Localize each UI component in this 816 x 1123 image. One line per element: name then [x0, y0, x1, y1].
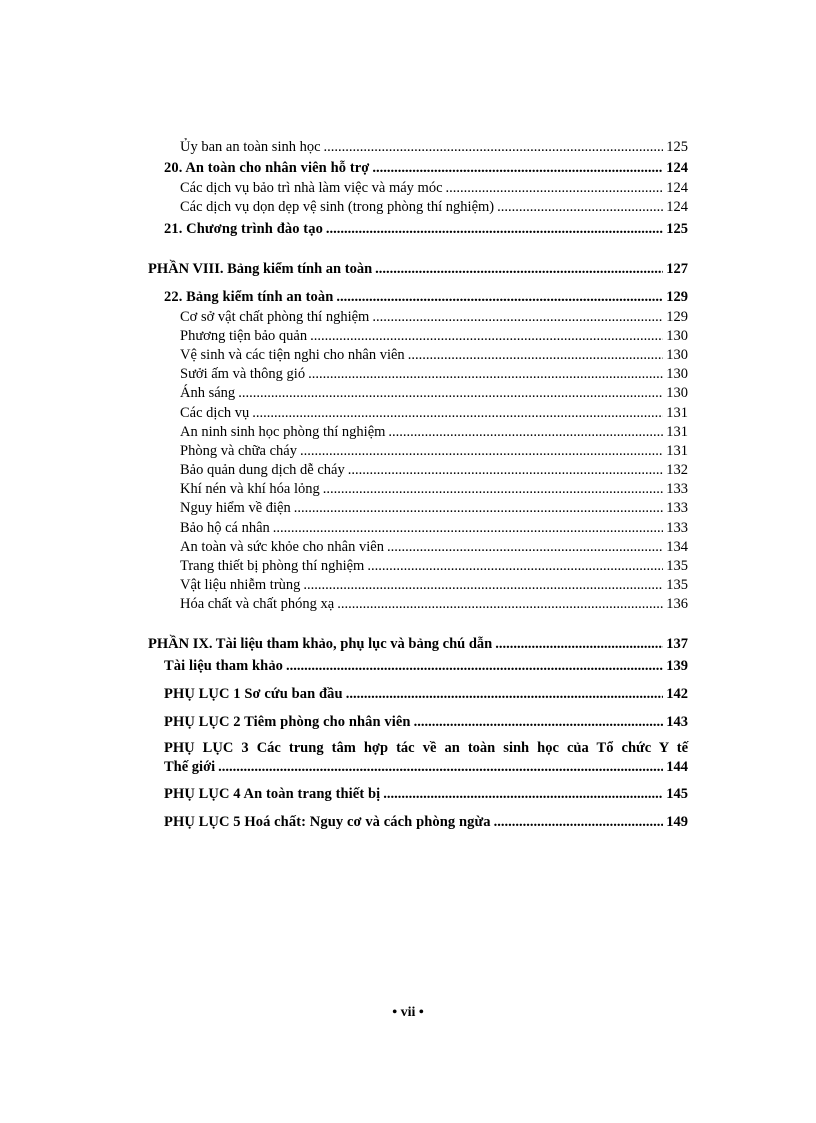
- toc-entry[interactable]: [148, 442, 688, 461]
- toc-part[interactable]: [148, 633, 688, 655]
- toc-entry-title: Trang thiết bị phòng thí nghiệm: [180, 558, 365, 574]
- toc-entry[interactable]: [148, 384, 688, 403]
- toc-entry[interactable]: [148, 576, 688, 595]
- toc-entry[interactable]: [148, 138, 688, 157]
- toc-entry[interactable]: [148, 423, 688, 442]
- toc-chapter-title: 22. Bảng kiểm tính an toàn: [164, 288, 334, 305]
- toc-leader-dots: [310, 327, 663, 346]
- toc-leader-dots: [495, 633, 663, 655]
- toc-chapter[interactable]: [148, 655, 688, 677]
- toc-appendix-title-line1: PHỤ LỤC 3 Các trung tâm hợp tác về an toàn sinh học của Tổ chức Y tế: [164, 739, 688, 756]
- toc-entry-title: Phòng và chữa cháy: [180, 442, 297, 459]
- toc-leader-dots: [375, 258, 663, 280]
- toc-entry[interactable]: [148, 179, 688, 198]
- toc-entry-title: Vật liệu nhiễm trùng: [180, 577, 301, 594]
- toc-entry[interactable]: [148, 327, 688, 346]
- toc-appendix-page: 142: [666, 685, 688, 702]
- toc-entry-page: 135: [666, 558, 688, 574]
- toc-chapter-title: Tài liệu tham khảo: [164, 657, 284, 674]
- toc-appendix[interactable]: [148, 783, 688, 805]
- toc-entry-page: 136: [666, 596, 688, 613]
- toc-entry-page: 133: [666, 481, 688, 498]
- toc-entry-title: Ánh sáng: [180, 385, 236, 402]
- toc-entry-page: 125: [666, 139, 688, 155]
- toc-leader-dots: [336, 286, 663, 308]
- toc-entry-title: Cơ sở vật chất phòng thí nghiệm: [180, 308, 370, 325]
- toc-leader-dots: [387, 538, 663, 557]
- toc-part-title: PHẦN IX. Tài liệu tham khảo, phụ lục và bảng chú dẫn: [148, 635, 493, 652]
- toc-appendix-multiline[interactable]: [148, 739, 688, 777]
- toc-chapter-page: 124: [666, 160, 688, 177]
- toc-entry-page: 131: [666, 404, 688, 421]
- toc-entry-title: Khí nén và khí hóa lỏng: [180, 481, 320, 498]
- page-number: • vii •: [392, 1005, 424, 1020]
- toc-entry-title: Bảo quản dung dịch dễ cháy: [180, 462, 345, 479]
- toc-leader-dots: [367, 557, 663, 576]
- toc-entry-title: An toàn và sức khỏe cho nhân viên: [180, 538, 384, 555]
- toc-appendix-title: PHỤ LỤC 4 An toàn trang thiết bị: [164, 785, 381, 802]
- toc-entry-title: Bảo hộ cá nhân: [180, 519, 270, 536]
- toc-appendix-page: 143: [666, 713, 688, 730]
- toc-part-page: 127: [666, 260, 688, 277]
- toc-leader-dots: [326, 218, 663, 240]
- toc-entry-title: Sưởi ấm và thông gió: [180, 366, 306, 383]
- toc-leader-dots: [252, 404, 663, 423]
- toc-part-title: PHẦN VIII. Bảng kiểm tính an toàn: [148, 260, 373, 277]
- toc-entry[interactable]: [148, 519, 688, 538]
- toc-entry-page: 130: [666, 366, 688, 383]
- toc-entry-title: Hóa chất và chất phóng xạ: [180, 596, 335, 613]
- toc-chapter-page: 129: [666, 288, 688, 305]
- toc-entry-page: 133: [666, 519, 688, 536]
- toc-appendix-title: PHỤ LỤC 2 Tiêm phòng cho nhân viên: [164, 713, 411, 730]
- toc-leader-dots: [383, 783, 663, 805]
- toc-leader-dots: [218, 758, 663, 777]
- toc-leader-dots: [414, 711, 664, 733]
- toc-entry-page: 131: [666, 423, 688, 440]
- toc-chapter[interactable]: [148, 286, 688, 308]
- toc-leader-dots: [286, 655, 663, 677]
- toc-leader-dots: [494, 811, 664, 833]
- toc-leader-dots: [308, 365, 663, 384]
- toc-leader-dots: [337, 595, 663, 614]
- toc-appendix-title: PHỤ LỤC 1 Sơ cứu ban đầu: [164, 685, 343, 702]
- toc-appendix-page: 149: [666, 813, 688, 830]
- toc-entry-title: Phương tiện bảo quản: [180, 327, 308, 344]
- toc-entry[interactable]: [148, 365, 688, 384]
- toc-entry-page: 133: [666, 500, 688, 517]
- toc-leader-dots: [294, 499, 664, 518]
- toc-leader-dots: [238, 384, 663, 403]
- toc-entry-page: 134: [666, 538, 688, 555]
- toc-entry-page: 129: [666, 308, 688, 325]
- toc-leader-dots: [300, 442, 663, 461]
- toc-leader-dots: [323, 480, 664, 499]
- toc-leader-dots: [348, 461, 664, 480]
- toc-entry[interactable]: [148, 198, 688, 217]
- toc-entry-title: An ninh sinh học phòng thí nghiệm: [180, 423, 386, 440]
- toc-chapter[interactable]: [148, 218, 688, 240]
- toc-leader-dots: [372, 308, 663, 327]
- toc-leader-dots: [446, 179, 664, 198]
- toc-leader-dots: [324, 138, 664, 157]
- toc-entry[interactable]: [148, 595, 688, 614]
- toc-appendix[interactable]: [148, 811, 688, 833]
- toc-entry-page: 124: [666, 180, 688, 197]
- toc-entry-title: Vệ sinh và các tiện nghi cho nhân viên: [180, 346, 405, 363]
- toc-entry[interactable]: [148, 480, 688, 499]
- toc-appendix-page: 144: [666, 758, 688, 775]
- table-of-contents: [148, 138, 688, 833]
- toc-entry-title: Các dịch vụ dọn dẹp vệ sinh (trong phòng thí nghiệm): [180, 199, 495, 216]
- toc-entry[interactable]: [148, 461, 688, 480]
- toc-leader-dots: [497, 198, 663, 217]
- toc-entry-title: Ủy ban an toàn sinh học: [180, 139, 321, 155]
- toc-appendix[interactable]: [148, 711, 688, 733]
- toc-entry-title: Các dịch vụ: [180, 404, 250, 421]
- toc-entry-page: 131: [666, 442, 688, 459]
- toc-appendix[interactable]: [148, 683, 688, 705]
- toc-chapter-page: 125: [666, 220, 688, 237]
- toc-entry[interactable]: [148, 346, 688, 365]
- toc-entry[interactable]: [148, 499, 688, 518]
- toc-leader-dots: [346, 683, 664, 705]
- toc-entry-title: Nguy hiểm về điện: [180, 500, 291, 517]
- toc-appendix-title: PHỤ LỤC 5 Hoá chất: Nguy cơ và cách phòng ngừa: [164, 813, 491, 830]
- toc-entry[interactable]: [148, 404, 688, 423]
- toc-entry[interactable]: [148, 538, 688, 557]
- toc-chapter-title: 21. Chương trình đào tạo: [164, 220, 323, 237]
- toc-appendix-title-line2: Thế giới: [164, 758, 216, 775]
- toc-leader-dots: [273, 519, 663, 538]
- toc-appendix-page: 145: [666, 785, 688, 802]
- toc-chapter-title: 20. An toàn cho nhân viên hỗ trợ: [164, 160, 370, 177]
- toc-part[interactable]: [148, 258, 688, 280]
- toc-leader-dots: [388, 423, 663, 442]
- toc-entry-page: 132: [666, 462, 688, 479]
- toc-entry-page: 130: [666, 385, 688, 402]
- toc-entry-list: [148, 308, 688, 615]
- toc-chapter[interactable]: [148, 157, 688, 179]
- toc-leader-dots: [408, 346, 664, 365]
- toc-leader-dots: [372, 157, 663, 179]
- toc-entry[interactable]: [148, 308, 688, 327]
- toc-entry-page: 130: [666, 327, 688, 344]
- toc-leader-dots: [303, 576, 663, 595]
- toc-entry[interactable]: [148, 557, 688, 576]
- toc-entry-title: Các dịch vụ bảo trì nhà làm việc và máy móc: [180, 180, 443, 197]
- toc-entry-page: 124: [666, 199, 688, 216]
- toc-entry-page: 130: [666, 346, 688, 363]
- toc-chapter-page: 139: [666, 657, 688, 674]
- toc-part-page: 137: [666, 635, 688, 652]
- toc-entry-page: 135: [666, 577, 688, 594]
